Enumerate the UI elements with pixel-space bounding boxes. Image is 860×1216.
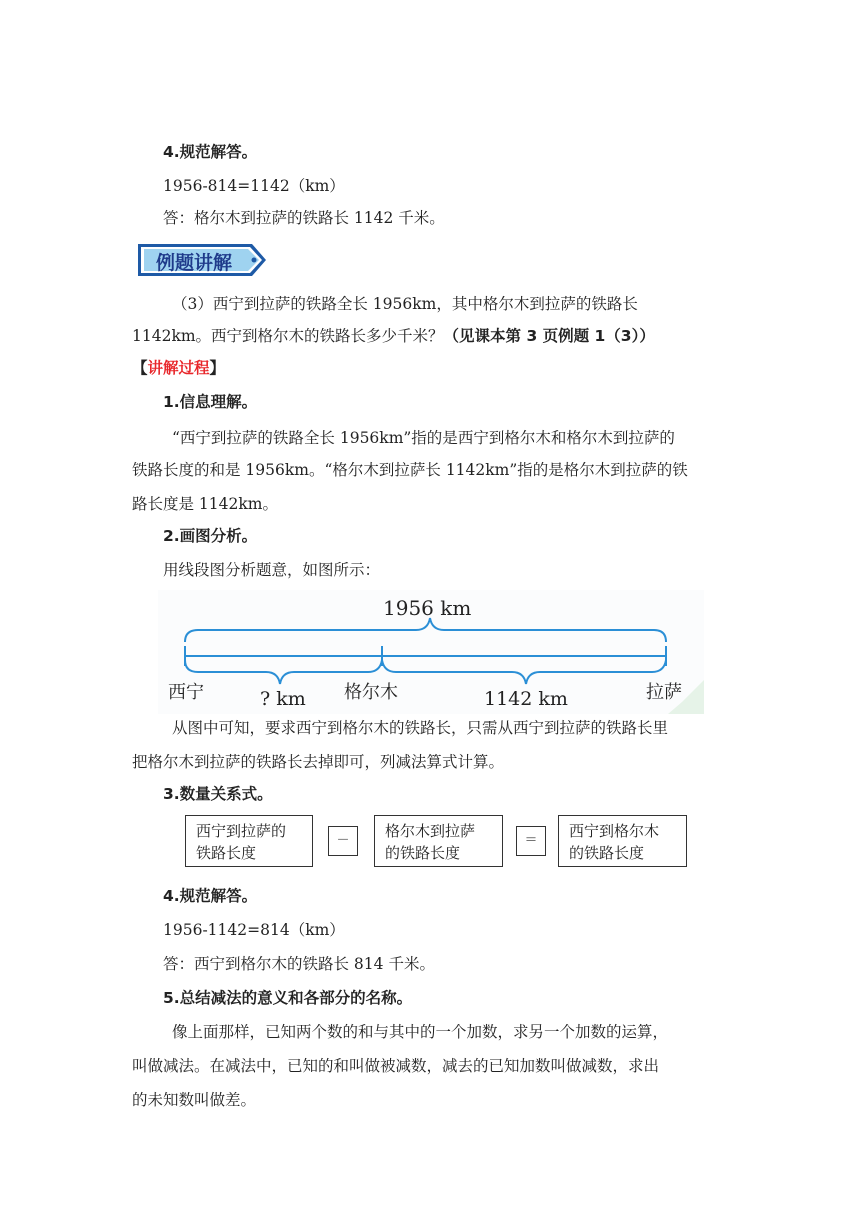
unknown-label: ? km: [260, 688, 306, 710]
textbook-reference: （见课本第 3 页例题 1（3））: [443, 327, 655, 345]
minus-sign: －: [328, 826, 358, 856]
example-badge: [134, 240, 270, 280]
box-total-line-2: 铁路长度: [196, 844, 257, 862]
problem-line-1: （3）西宁到拉萨的铁路全长 1956km，其中格尔木到拉萨的铁路长: [172, 295, 638, 313]
step5-line-3: 的未知数叫做差。: [132, 1091, 257, 1109]
relation-box-known: [374, 815, 503, 867]
relation-box-result: [558, 815, 687, 867]
problem-line-2: [132, 326, 655, 346]
equals-sign: ＝: [516, 826, 546, 856]
label-start: 西宁: [168, 682, 204, 703]
step1-line-3: 路长度是 1142km。: [132, 495, 278, 513]
label-end: 拉萨: [646, 682, 682, 703]
box-known-line-1: 格尔木到拉萨: [385, 822, 476, 840]
bracket-close: 】: [209, 359, 226, 377]
step2-line-2: 把格尔木到拉萨的铁路长去掉即可，列减法算式计算。: [132, 753, 505, 771]
answer-previous: 答：格尔木到拉萨的铁路长 1142 千米。: [163, 209, 445, 227]
box-result-line-2: 的铁路长度: [569, 844, 645, 862]
label-middle: 格尔木: [344, 682, 398, 703]
step2-line-1: 从图中可知，要求西宁到格尔木的铁路长，只需从西宁到拉萨的铁路长里: [172, 719, 669, 737]
step1-line-2: 铁路长度的和是 1956km。“格尔木到拉萨长 1142km”指的是格尔木到拉萨的铁: [132, 461, 688, 479]
step5-line-1: 像上面那样，已知两个数的和与其中的一个加数，求另一个加数的运算，: [172, 1023, 669, 1041]
process-label: [132, 358, 225, 378]
box-known-line-2: 的铁路长度: [385, 844, 461, 862]
equation-step4: 1956-1142=814（km）: [163, 921, 345, 939]
heading-step4-previous: 4.规范解答。: [163, 143, 258, 161]
relation-box-total: [185, 815, 313, 867]
answer-step4: 答：西宁到格尔木的铁路长 814 千米。: [163, 955, 435, 973]
problem-text: 1142km。西宁到格尔木的铁路长多少千米？: [132, 327, 444, 345]
step2-intro: 用线段图分析题意，如图所示：: [163, 561, 381, 579]
total-label: 1956 km: [383, 596, 472, 620]
heading-step1: 1.信息理解。: [163, 393, 258, 411]
process-label-text: 讲解过程: [147, 359, 210, 377]
bracket-open: 【: [132, 359, 148, 377]
heading-step3: 3.数量关系式。: [163, 785, 273, 803]
equation-previous: 1956-814=1142（km）: [163, 177, 345, 195]
known-label: 1142 km: [484, 688, 568, 710]
box-total-line-1: 西宁到拉萨的: [196, 822, 287, 840]
step5-line-2: 叫做减法。在减法中，已知的和叫做被减数，减去的已知加数叫做减数，求出: [132, 1057, 660, 1075]
heading-step4: 4.规范解答。: [163, 887, 258, 905]
step1-line-1: “西宁到拉萨的铁路全长 1956km”指的是西宁到格尔木和格尔木到拉萨的: [172, 429, 675, 447]
heading-step2: 2.画图分析。: [163, 527, 258, 545]
heading-step5: 5.总结减法的意义和各部分的名称。: [163, 989, 413, 1007]
box-result-line-1: 西宁到格尔木: [569, 822, 660, 840]
badge-label: 例题讲解: [156, 252, 233, 274]
line-segment-diagram: [158, 590, 704, 714]
